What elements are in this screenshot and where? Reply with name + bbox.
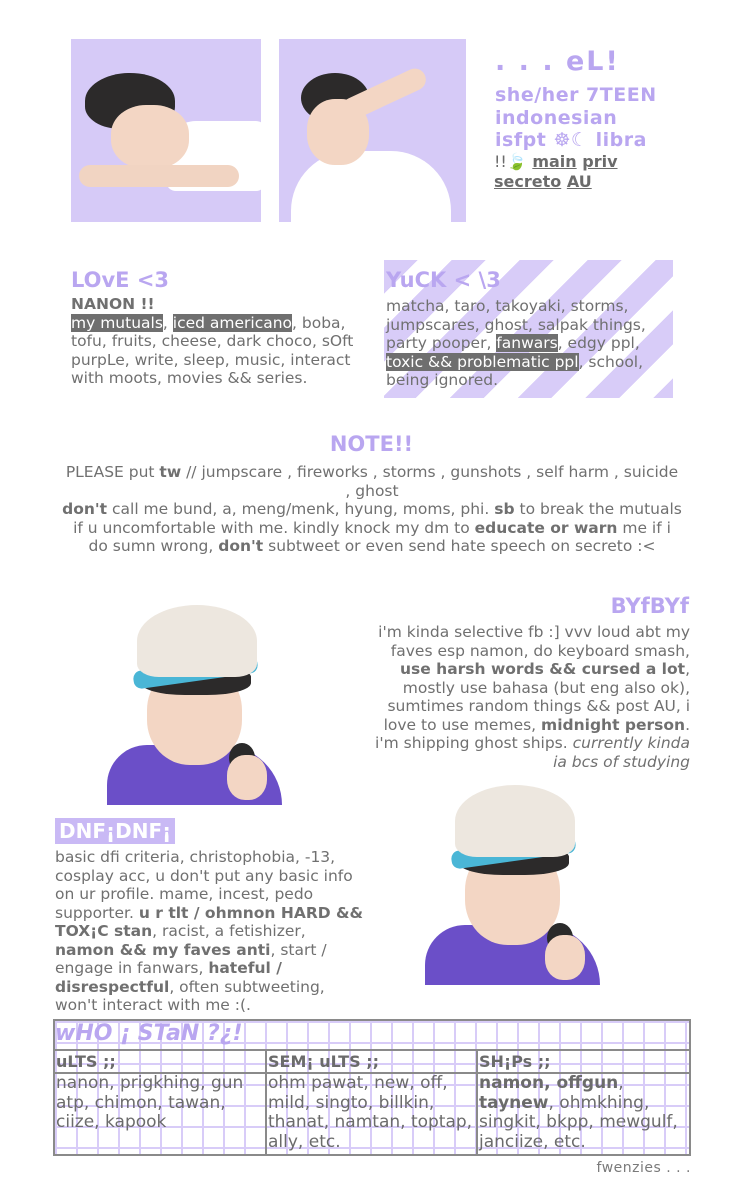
note-p2a: don't [62,500,108,518]
dnf-t2: , racist, a fetishizer, [152,922,306,940]
dnf-title: DNF¡DNF¡ [55,818,175,844]
ships-list [479,1074,689,1152]
love-highlight-1: my mutuals [71,313,163,332]
dnf-b1: u r tlt / ohmnon HARD && TOX¡C stan [55,903,364,940]
yuck-body [386,297,666,390]
link-priv[interactable]: priv [582,152,618,171]
ship-b2: taynew [479,1092,549,1113]
ults-header: uLTS ;; [56,1052,116,1071]
nationality: indonesian [495,107,618,129]
ship-t1: , [618,1073,624,1093]
byf-title: BYfBYf [610,594,689,618]
love-title: LOvE <3 [71,268,170,292]
love-subtitle: NANON !! [71,295,155,313]
semi-ults-header: SEM¡ uLTS ;; [268,1052,379,1071]
ults-list: nanon, prigkhing, gun atp, chimon, tawan, ciize, kapook [56,1073,244,1132]
yuck-highlight-1: fanwars [496,334,558,352]
dnf-t4: , often subtweeting, won't interact with me :(. [55,977,325,1014]
yuck-text-3: , school, being ignored. [386,352,644,389]
ships-header: SH¡Ps ;; [479,1052,551,1071]
love-sep: , [162,313,173,332]
profile-photo-2 [279,39,466,222]
profile-name: . . . eL! [495,46,620,77]
dnf-b2: namon && my faves anti [55,940,271,959]
ship-t2: , ohmkhing, singkit, bkpp, mewgulf, janciize, etc. [479,1092,678,1152]
love-rest: , boba, tofu, fruits, cheese, dark choco, sOft purpLe, write, sleep, music, interact with moots, movies && series. [71,313,354,387]
yuck-text-1: matcha, taro, takoyaki, storms, jumpscares, ghost, salpak things, party pooper, [386,297,646,352]
love-highlight-2: iced americano [172,313,293,332]
love-body [71,295,363,388]
byf-i1: currently kinda ia bcs of studying [553,734,690,771]
profile-photo-1 [71,39,261,222]
stan-title: wHO ¡ STaN ?¿! [55,1021,243,1046]
link-secreto[interactable]: secreto [494,172,562,191]
pronouns-age: she/her 7TEEN [495,84,657,106]
ship-b1: namon, offgun [479,1073,619,1093]
byf-b1: use harsh words && cursed a lot [400,660,686,678]
byf-body [365,623,690,771]
note-p1c: // jumpscare , fireworks , storms , gunshots , self harm , suicide , ghost [181,463,679,500]
link-main[interactable]: main [532,152,577,171]
links-prefix: !!🍃 [494,152,527,171]
dnf-body [55,848,365,1015]
footer-text: fwenzies . . . [596,1160,691,1176]
table-divider-1 [53,1049,691,1051]
note-p2d: to break the mutuals if u uncomfortable with me. kindly knock my dm to [73,500,682,537]
yuck-title: YuCK < \3 [386,268,501,292]
note-p1a: PLEASE put [65,463,160,481]
note-p2g: don't [218,537,264,555]
dnf-t1: basic dfi criteria, christophobia, -13, cosplay acc, u don't put any basic info on ur profile. mame, incest, pedo supporter. [55,848,353,922]
byf-t1: i'm kinda selective fb :] vvv loud abt my faves esp namon, do keyboard smash, [378,623,690,660]
semi-ults-list: ohm pawat, new, off, mild, singto, billkin, thanat, namtan, toptap, ally, etc. [268,1073,473,1152]
yuck-text-2: , edgy ppl, [557,334,640,352]
yuck-highlight-2: toxic && problematic ppl [386,352,579,371]
note-paragraph-2 [62,500,682,556]
note-p1b: tw [159,463,182,481]
byf-t2: , mostly use bahasa (but eng also ok), sumtimes random things && post AU, i love to use memes, [383,660,690,734]
byf-b2: midnight person [541,715,686,734]
table-col-divider-2 [476,1049,478,1156]
byf-t3: . i'm shipping ghost ships. [375,715,690,752]
note-paragraph-1 [62,463,682,500]
note-p2b: call me bund, a, meng/menk, hyung, moms, phi. [107,500,495,518]
personality-zodiac: isfpt ☸☾ libra [495,129,647,151]
table-col-divider-1 [265,1049,267,1156]
dnf-b3: hateful / disrespectful [55,959,282,996]
dnf-t3: , start / engage in fanwars, [55,940,327,977]
photo-beanie-1 [107,605,282,805]
note-p2f: me if i do sumn wrong, [88,518,671,555]
link-au[interactable]: AU [566,172,592,191]
note-p2h: subtweet or even send hate speech on secreto :< [263,537,656,555]
note-p2c: sb [494,500,515,518]
note-p2e: educate or warn [474,518,618,537]
note-body [62,463,682,556]
note-title: NOTE!! [329,432,414,456]
photo-beanie-2 [425,785,600,985]
account-links [494,152,618,192]
